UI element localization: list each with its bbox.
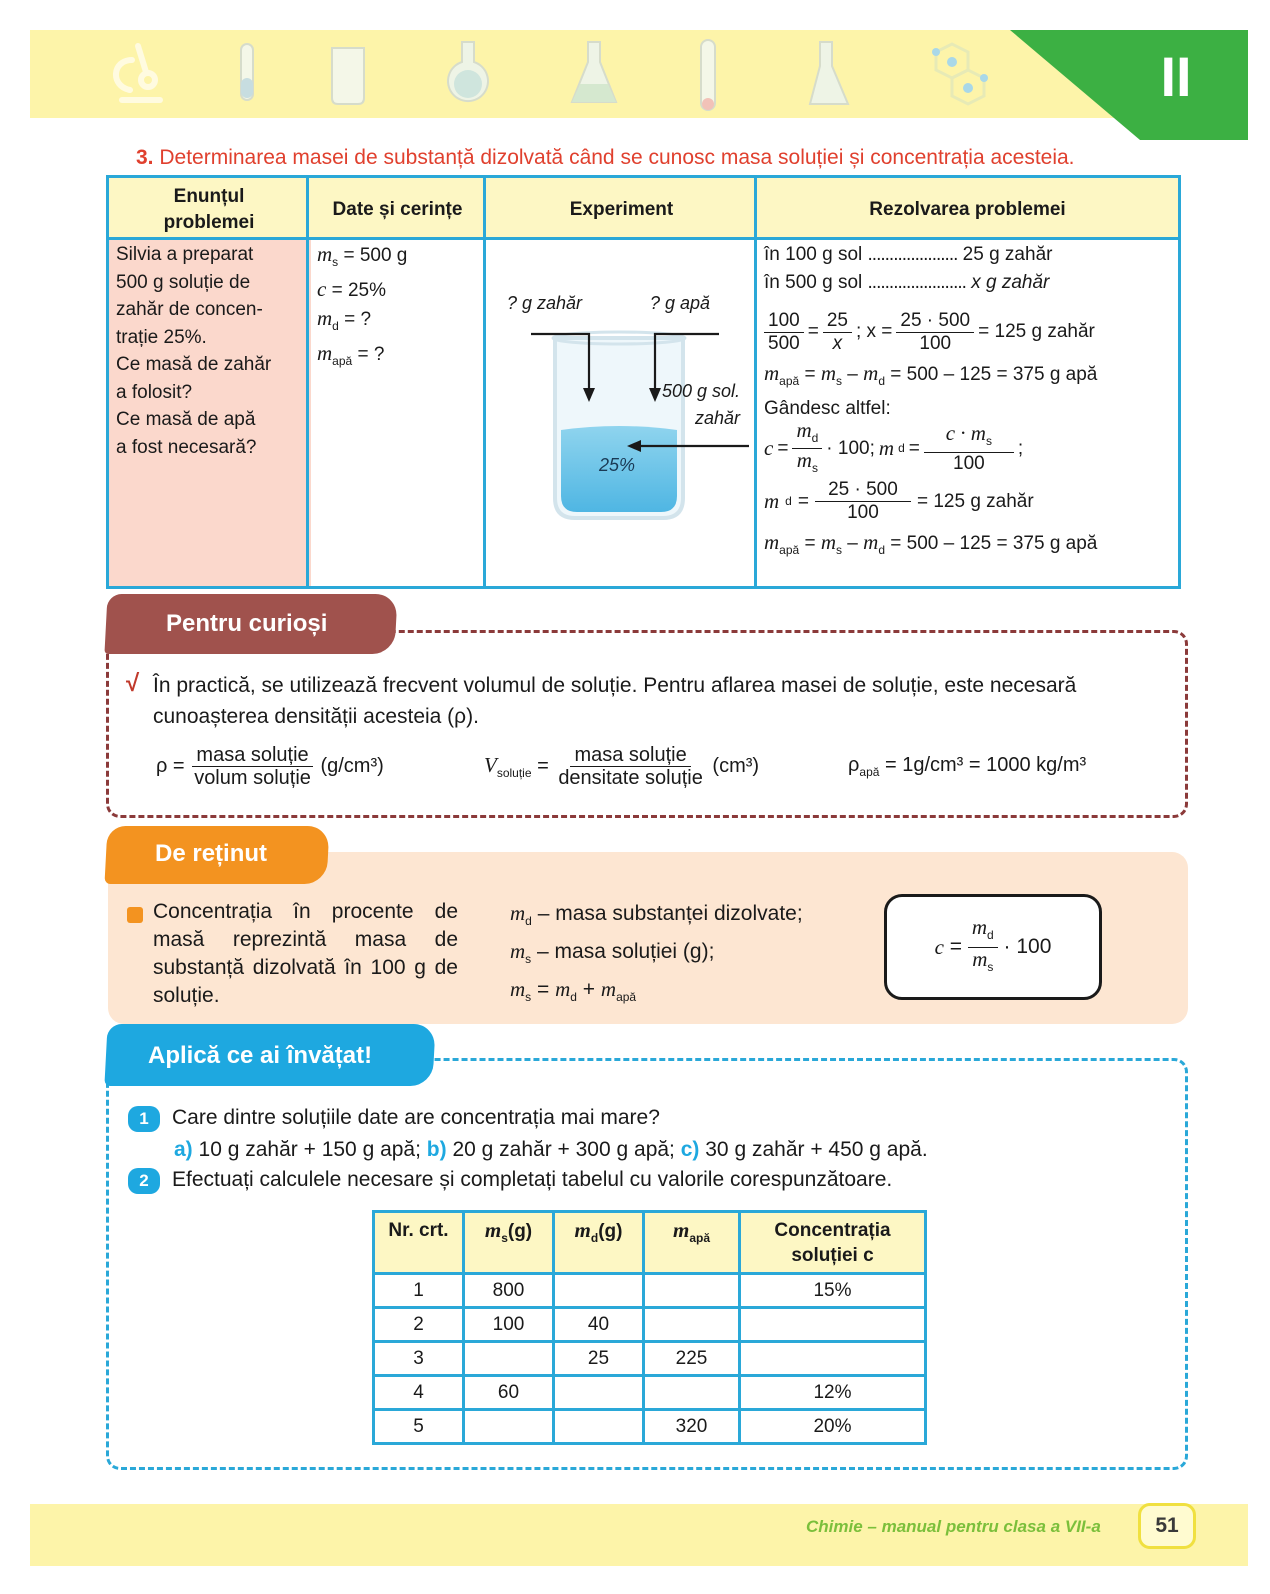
cell-concentration <box>740 1342 926 1376</box>
water-mass-line-2: $m_{apă} = m_s - m_d = 500 - 125 = 375$ g apă <box>764 529 1098 557</box>
given-data <box>317 241 482 375</box>
cell-concentration: 20% <box>740 1410 926 1444</box>
statement-line: Ce masă de zahăr <box>116 354 272 375</box>
cell-mapa <box>644 1376 740 1410</box>
concentration-formula-box: c = $\frac{m_d}{m_s}$ · 100 <box>884 894 1102 1000</box>
col-nr: Nr. crt. <box>374 1212 464 1274</box>
label-water: ? g apă <box>650 293 711 313</box>
test-tube-icon <box>232 38 262 110</box>
water-density: $\rho_{apă} = 1g/cm^3 = 1000$ kg/m³ <box>848 754 1087 779</box>
legend-sum: $m_s = m_d + m_{apă}$ <box>510 977 637 1005</box>
round-flask-icon <box>440 38 496 110</box>
cell-nr: 2 <box>374 1308 464 1342</box>
density-formula: ρ = $\frac{\text{masa soluție}}{\text{volum soluție}}$ (g/cm³) <box>156 744 384 789</box>
erlenmeyer-flask-icon <box>566 38 622 110</box>
volume-formula: $V_{soluție}$ = $\frac{\text{masa soluție}}{\text{densitate soluție}}$ (cm³) <box>484 744 760 789</box>
solution-content <box>764 241 1174 564</box>
beaker-icon <box>326 38 370 110</box>
given-md: $m_d$ = ? <box>317 305 372 333</box>
cell-mapa <box>644 1274 740 1308</box>
question-1-badge: 1 <box>128 1106 160 1132</box>
thermometer-icon <box>688 38 728 118</box>
cell-mapa <box>644 1308 740 1342</box>
cell-nr: 1 <box>374 1274 464 1308</box>
cell-concentration: 15% <box>740 1274 926 1308</box>
statement-line: zahăr de concen- <box>116 299 263 320</box>
header-statement: Enunțul problemei <box>163 186 255 233</box>
statement-line: 500 g soluție de <box>116 271 251 293</box>
problem-statement <box>116 241 306 461</box>
check-icon: √ <box>126 670 140 697</box>
label-solution-2: zahăr <box>695 408 741 428</box>
label-sugar: ? g zahăr <box>507 293 583 313</box>
table-row <box>374 1376 926 1410</box>
col-concentration: Concentrația soluției c <box>740 1212 926 1274</box>
given-c: c = 25% <box>317 277 387 302</box>
col-ms: $m_s(g)$ <box>464 1212 554 1274</box>
aplica-title: Aplică ce ai învățat! <box>148 1042 373 1069</box>
concentration-formula: c = $\frac{m_d}{m_s}$ · 100; m d = $\frac{c \cdot m_s}{100}$ ; <box>764 417 1024 476</box>
statement-line: a fost necesară? <box>116 436 257 458</box>
book-title: Chimie – manual pentru clasa a VII-a <box>806 1517 1101 1536</box>
exercise-table <box>372 1210 927 1445</box>
cell-concentration: 12% <box>740 1376 926 1410</box>
conical-flask-icon <box>800 38 856 110</box>
header-experiment: Experiment <box>569 199 674 220</box>
cell-ms: 100 <box>464 1308 554 1342</box>
exercise-table-header <box>374 1212 926 1274</box>
given-ms: $m_s = 500$ g <box>317 242 408 269</box>
bullet-icon <box>127 907 143 923</box>
curiosi-text: În practică, se utilizează frecvent volumul de soluție. Pentru aflarea masei de soluție, este necesară cunoașterea densității acesteia (ρ). <box>153 674 1077 728</box>
curiosi-title: Pentru curioși <box>166 610 328 637</box>
legend-md: $m_d$ – masa substanței dizolvate; <box>510 901 803 929</box>
statement-line: trație 25%. <box>116 326 207 348</box>
label-concentration: 25% <box>599 455 636 475</box>
proportion-line-1: în 100 g sol ..................... 25 g zahăr <box>764 244 1053 265</box>
col-mapa: $m_{apă}$ <box>644 1212 740 1274</box>
cell-ms: 800 <box>464 1274 554 1308</box>
table-row <box>374 1274 926 1308</box>
retinut-title: De reținut <box>155 840 268 867</box>
table-row <box>374 1342 926 1376</box>
table-row <box>374 1308 926 1342</box>
cell-md: 25 <box>554 1342 644 1376</box>
proportion-equation: $\frac{100}{500}$ = $\frac{25}{x}$ ; x = $\frac{25 \cdot 500}{100}$ = 125 g zahăr <box>764 306 1174 358</box>
header-given: Date și cerințe <box>332 199 463 220</box>
page-number: 51 <box>1138 1503 1196 1549</box>
cell-md <box>554 1410 644 1444</box>
col-md: $m_d(g)$ <box>554 1212 644 1274</box>
chapter-number: II <box>1160 45 1192 108</box>
retinut-definition: Concentrația în procente de masă reprezintă masa de substanță dizolvată în 100 g de soluție. <box>153 900 458 1007</box>
question-2-badge: 2 <box>128 1168 160 1194</box>
question-1: Care dintre soluțiile date are concentrația mai mare? <box>172 1106 660 1129</box>
question-2: Efectuați calculele necesare și completați tabelul cu valorile corespunzătoare. <box>172 1168 893 1191</box>
cell-md: 40 <box>554 1308 644 1342</box>
question-1-options: a) 10 g zahăr + 150 g apă; b) 20 g zahăr + 300 g apă; c) 30 g zahăr + 450 g apă. <box>174 1138 928 1161</box>
cell-ms: 60 <box>464 1376 554 1410</box>
microscope-icon <box>100 38 170 110</box>
header-solution: Rezolvarea problemei <box>869 199 1066 220</box>
cell-md <box>554 1376 644 1410</box>
cell-nr: 4 <box>374 1376 464 1410</box>
section-title-text: Determinarea masei de substanță dizolvată când se cunosc masa soluției și concentrația acesteia. <box>159 146 1075 169</box>
cell-mapa: 320 <box>644 1410 740 1444</box>
cell-nr: 5 <box>374 1410 464 1444</box>
proportion-line-2: în 500 g sol ....................... x g zahăr <box>764 271 1050 293</box>
statement-line: a folosit? <box>116 381 193 403</box>
section-title <box>136 146 1075 170</box>
cell-ms <box>464 1410 554 1444</box>
cell-concentration <box>740 1308 926 1342</box>
chapter-tab <box>1010 30 1248 140</box>
label-solution-1: 500 g sol. <box>662 381 741 401</box>
cell-md <box>554 1274 644 1308</box>
statement-line: Silvia a preparat <box>116 244 254 265</box>
cell-ms <box>464 1342 554 1376</box>
section-number: 3. <box>136 146 154 169</box>
solute-mass-calc: m d = $\frac{25 \cdot 500}{100}$ = 125 g zahăr <box>764 479 1034 524</box>
legend-ms: $m_s$ – masa soluției (g); <box>510 939 715 967</box>
given-mapa: $m_{apă}$ = ? <box>317 341 385 368</box>
table-row <box>374 1410 926 1444</box>
statement-line: Ce masă de apă <box>116 409 256 430</box>
alternative-method: Gândesc altfel: <box>764 398 891 420</box>
problem-table <box>106 175 1181 589</box>
retinut-legend <box>510 898 803 1013</box>
cell-mapa: 225 <box>644 1342 740 1376</box>
molecule-icon <box>916 38 996 110</box>
cell-nr: 3 <box>374 1342 464 1376</box>
water-mass-line: $m_{apă} = m_s - m_d = 500 - 125 = 375$ g apă <box>764 361 1098 388</box>
